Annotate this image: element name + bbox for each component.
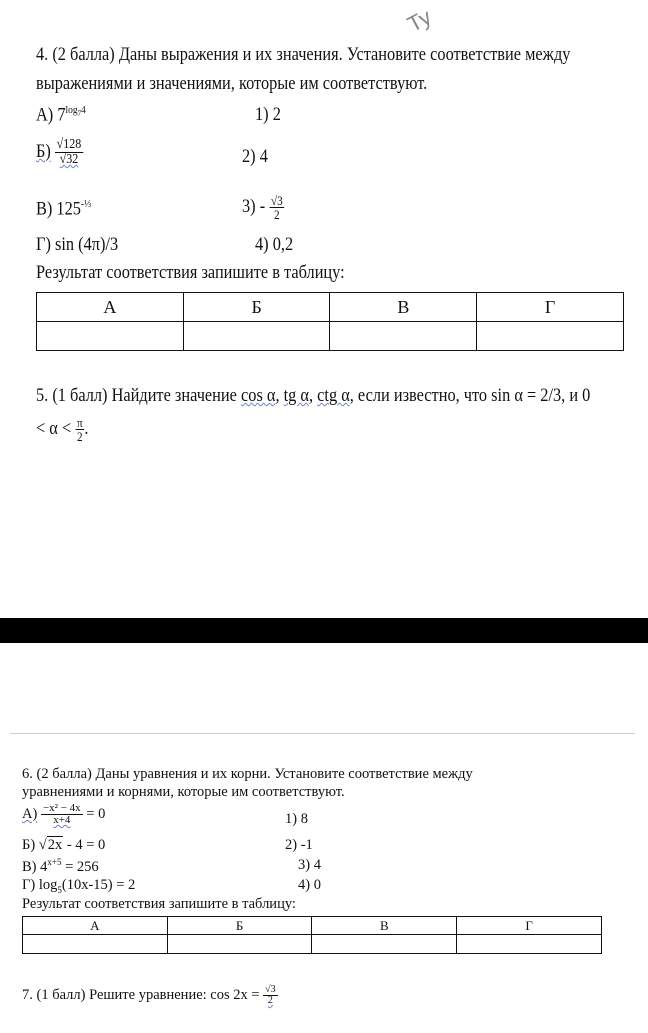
task4-value-4: 4) 0,2	[255, 234, 294, 255]
task4-line2: выражениями и значениями, которые им соответствуют.	[36, 73, 428, 94]
table-cell[interactable]	[330, 322, 477, 351]
table-cell[interactable]	[183, 322, 330, 351]
table-cell[interactable]	[23, 935, 168, 954]
page-separator-band	[0, 618, 648, 643]
task6-item-b: Б) √2x - 4 = 0	[22, 837, 106, 853]
task4-value-1: 1) 2	[255, 104, 281, 125]
task4-item-b: Б) $\frac{√128}{√32}$	[36, 137, 82, 167]
page-top-rule	[10, 733, 635, 734]
task6-root-1: 1) 8	[285, 811, 308, 827]
table-header-g: Г	[457, 917, 602, 935]
table-header-a: А	[37, 293, 184, 322]
task4-line1: 4. (2 балла) Даны выражения и их значения. Установите соответствие между	[36, 44, 571, 65]
task6-item-g: Г) $\log_5(10x-15) = 2$	[22, 877, 136, 895]
task6-root-3: 3) 4	[298, 857, 321, 873]
task4-value-2: 2) 4	[242, 146, 268, 167]
task6-line2: уравнениями и корнями, которые им соответствуют.	[22, 784, 345, 800]
task4-item-v: В) $125^{-\frac{1}{3}}$	[36, 198, 92, 220]
task7-line: 7. (1 балл) Решите уравнение: cos 2x = $\frac{√3}{2}$	[22, 984, 276, 1006]
task6-answer-table	[22, 916, 602, 954]
task6-root-4: 4) 0	[298, 877, 321, 893]
table-header-a: А	[23, 917, 168, 935]
task4-item-a: А) $7^{log_74}$	[36, 104, 86, 126]
table-cell[interactable]	[167, 935, 312, 954]
task6-line1: 6. (2 балла) Даны уравнения и их корни. Установите соответствие между	[22, 766, 473, 782]
table-header-g: Г	[477, 293, 624, 322]
table-header-v: В	[312, 917, 457, 935]
table-header-b: Б	[183, 293, 330, 322]
task5-line2: < α < $\frac{\pi}{2}$ .	[36, 415, 89, 444]
task5-line1: 5. (1 балл) Найдите значение cos α, tg α, ctg α, если известно, что sin α = 2/3, и 0	[36, 385, 591, 406]
task6-root-2: 2) -1	[285, 837, 313, 853]
table-header-b: Б	[167, 917, 312, 935]
page-2	[0, 643, 648, 1033]
task4-answer-table	[36, 292, 624, 351]
task4-item-g: Г) sin (4π)/3	[36, 234, 119, 255]
table-cell[interactable]	[457, 935, 602, 954]
task6-item-v: В) $4^{x+5} = 256$	[22, 857, 99, 875]
task6-table-caption: Результат соответствия запишите в таблицу:	[22, 896, 296, 912]
task4-table-caption: Результат соответствия запишите в таблицу:	[36, 262, 345, 283]
table-header-v: В	[330, 293, 477, 322]
table-cell[interactable]	[312, 935, 457, 954]
task6-item-a: А) $\frac{\text{−x² − 4x}}{x+4}$ = 0	[22, 802, 106, 826]
task4-value-3: 3) - $\frac{√3}{2}$	[242, 193, 283, 222]
stamp-mark: Ту	[403, 4, 436, 38]
table-cell[interactable]	[477, 322, 624, 351]
table-cell[interactable]	[37, 322, 184, 351]
